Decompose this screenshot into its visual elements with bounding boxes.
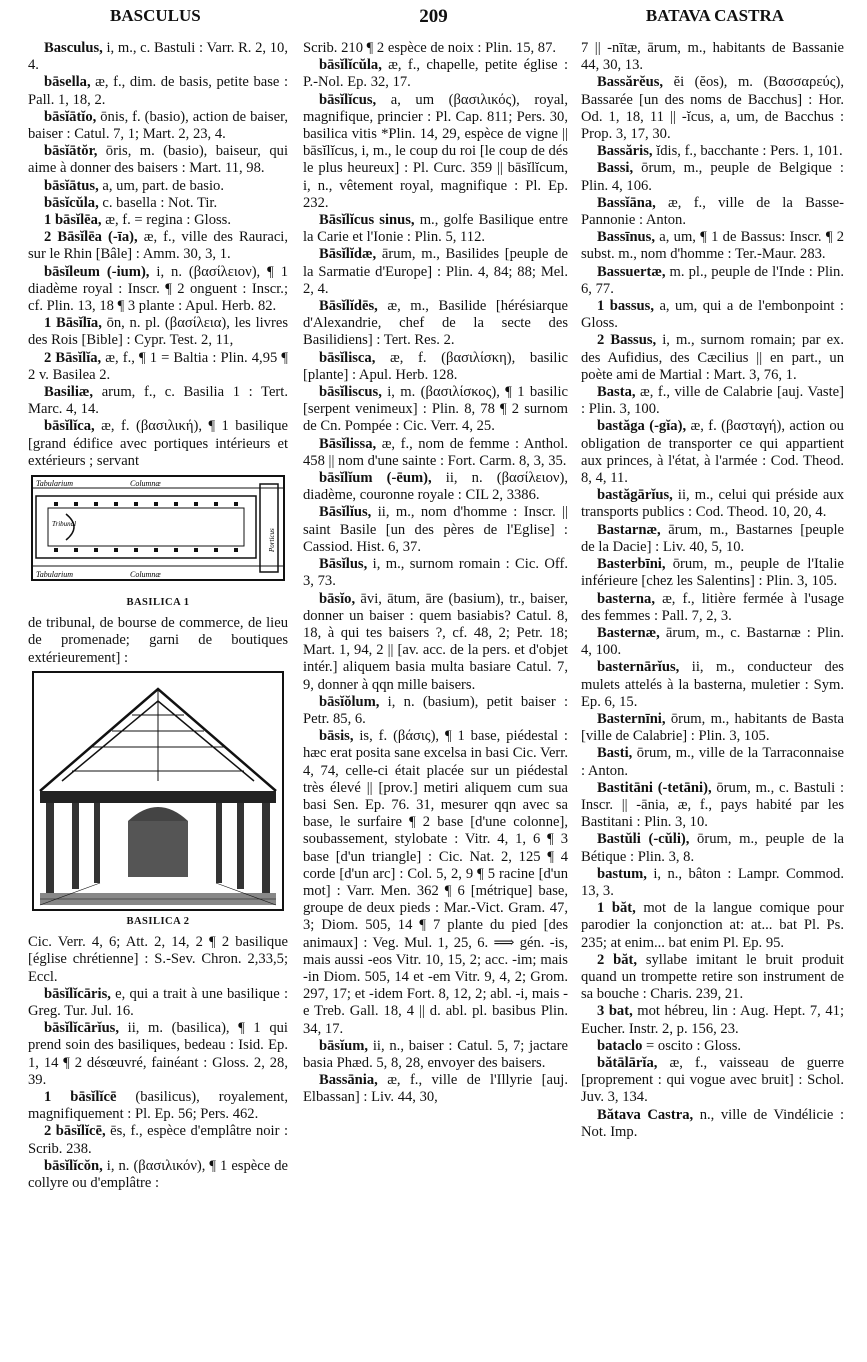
entry-headword: Bassuertæ, [597,263,666,280]
plan-label-tribunal: Tribunal [52,520,77,529]
entry-definition: mot de la langue comique pour parodier la conjonction at: at... bat Pl. Ps. 235; at enim... bat enim Pl. Ep. 95. [581,900,844,951]
entry-headword: Bassānia, [319,1072,378,1089]
entry-headword: Bastŭli (-cŭli), [597,831,690,848]
entry-definition: æ, f. = regina : Gloss. [101,212,232,229]
entry-definition: æ, f., litière fermée à l'usage des femmes : Pall. 7, 2, 3. [581,590,844,624]
entry-headword: bāsĭlĭcus, [319,91,377,108]
entry-headword: bāsĭlĭum (-ēum), [319,470,432,487]
entry-definition: a, um (βασιλικός), royal, magnifique, princier : Pl. Cap. 811; Pers. 30, basilica vitis *Plin. 14, 29, espèce de vigne || bāsĭlĭcus, i, m., le coup du roi [le coup de dés le plus heureux] : Pl. Curc. 359 || bāsĭlĭcum, i, n., vêtement royal, magnifique : Pl. Ep. 232. [303,91,568,211]
entry-headword: 1 bāsĭlēa, [44,212,102,229]
column-1-continuation-text: de tribunal, de bourse de commerce, de lieu de promenade; garni de boutiques extérieurement] : [28,615,288,666]
entry-definition: Scrib. 210 ¶ 2 espèce de noix : Plin. 15, 87. [303,40,557,56]
dictionary-entry [303,1072,568,1106]
dictionary-entry [28,934,288,986]
dictionary-entry [28,264,288,316]
entry-definition: ōrum, m., peuple de Belgique : Plin. 4, 106. [581,160,844,194]
dictionary-entry [581,659,844,711]
dictionary-entry [303,298,568,350]
plan-label-tabularium-top: Tabularium [36,479,74,489]
dictionary-entry [28,229,288,263]
dictionary-entry [581,229,844,263]
entry-headword: bāsĭum, [319,1037,369,1054]
entry-headword: Basternæ, [597,624,660,641]
entry-headword: Bāsĭlĭus, [319,504,372,521]
entry-headword: Basternīni, [597,710,666,727]
entry-headword: Bāsĭlĭdēs, [319,298,378,315]
entry-definition: ii, m., nom d'homme : Inscr. || saint Basile [un des pères de l'Eglise] : Cassiod. Hist. 6, 37. [303,504,568,555]
dictionary-entry [581,522,844,556]
entry-headword: bāsella, [44,74,91,91]
entry-headword: Basti, [597,745,633,762]
figure-basilica-plan [28,474,288,611]
entry-headword: Bastarnæ, [597,521,661,538]
entry-headword: Basiliæ, [44,384,94,401]
entry-definition: = oscito : Gloss. [642,1037,742,1054]
entry-headword: bastum, [597,865,647,882]
dictionary-entry [581,298,844,332]
dictionary-entry [28,40,288,74]
entry-headword: bāsĭlĭcŭla, [319,57,382,74]
entry-definition: āvi, ātum, āre (basium), tr., baiser, donner un baiser : quem basiabis? Catul. 8, 18, à qui tes baisers ?, cf. 48, 2; Petr. 18; Mart. 1, 94, 2 || [av. acc. de la pers. et d'objet intér.] aliquem basia multa basiare Catul. 7, 9, donner à qqn mille baisers. [303,590,568,693]
dictionary-entry [303,1038,568,1072]
dictionary-entry [581,1003,844,1037]
entry-definition: æ, f., ville des Rauraci, sur le Rhin [Bâle] : Amm. 30, 3, 1. [28,229,288,263]
entry-headword: basterna, [597,590,655,607]
dictionary-entry [303,556,568,590]
figure-basilica-interior [28,671,288,930]
dictionary-entry [581,487,844,521]
dictionary-entry [581,866,844,900]
entry-definition: n., ville de Vindélicie : Not. Imp. [581,1106,844,1140]
plan-label-columnae-top: Columnæ [130,479,161,489]
entry-headword: Basta, [597,384,636,401]
dictionary-entry [581,160,844,194]
entry-headword: Bāsĭlĭdæ, [319,246,377,263]
dictionary-entry [581,195,844,229]
entry-headword: bastăgārĭus, [597,487,673,504]
entry-headword: bāsĭlĭcŏn, [44,1157,103,1174]
plan-label-tabularium-bottom: Tabularium [36,570,74,580]
entry-headword: bāsĭātĭo, [44,108,97,125]
dictionary-entry [581,591,844,625]
dictionary-entry [28,74,288,108]
entry-definition: ĭdis, f., bacchante : Pers. 1, 101. [652,143,843,160]
entry-definition: ĕi (ĕos), m. (Βασσαρεύς), Bassarée [un des noms de Bacchus] : Hor. Od. 1, 18, 11 || -ĭcus, a, um, de Bacchus : Prop. 3, 17, 30. [581,74,844,143]
entry-headword: bāsĭo, [319,590,356,607]
column-3-entries [581,40,844,1141]
dictionary-entry [581,40,844,74]
entry-headword: Basterbīni, [597,556,666,573]
figure-caption-basilica-2: BASILICA 2 [126,915,190,927]
column-1-entries-bottom [28,934,288,1192]
dictionary-entry [28,178,288,195]
entry-headword: bataclo [597,1037,643,1054]
column-2 [303,40,568,1358]
entry-definition: æ, f., ¶ 1 = Baltia : Plin. 4,95 ¶ 2 v. Basilea 2. [28,349,288,383]
entry-definition: arum, f., c. Basilia 1 : Tert. Marc. 4, 14. [28,384,288,418]
entry-headword: bătālārĭa, [597,1054,658,1071]
entry-definition: i, n. (βασιλικόν), ¶ 1 espèce de collyre ou d'emplâtre : [28,1157,288,1191]
entry-definition: æ, f., nom de femme : Anthol. 458 || nom d'une sainte : Fort. Carm. 8, 3, 35. [303,435,568,469]
entry-headword: 3 bat, [597,1003,633,1020]
entry-headword: 2 băt, [597,951,638,968]
entry-definition: ārum, m., c. Bastarnæ : Plin. 4, 100. [581,624,844,659]
entry-definition: a, um, ¶ 1 de Bassus: Inscr. ¶ 2 subst. m., nom d'homme : Ter.-Maur. 283. [581,229,844,263]
entry-definition: m. pl., peuple de l'Inde : Plin. 6, 77. [581,263,844,297]
entry-definition: ārum, m., Bastarnes [peuple de la Dacie] : Liv. 40, 5, 10. [581,521,844,555]
dictionary-entry [303,384,568,436]
entry-headword: basternārĭus, [597,659,680,676]
entry-definition: ōrum, m., habitants de Basta [ville de Calabrie] : Plin. 3, 105. [581,710,844,745]
dictionary-entry [581,264,844,298]
entry-headword: Bāsĭlĭcus sinus, [319,212,415,229]
column-2-entries [303,40,568,1107]
dictionary-entry [581,74,844,143]
entry-headword: bāsis, [319,728,354,745]
dictionary-entry [303,40,568,57]
entry-headword: Bassăris, [597,143,653,160]
entry-definition: ōrum, m., peuple de la Bétique : Plin. 3, 8. [581,831,844,865]
entry-definition: æ, f., dim. de basis, petite base : Pall. 1, 18, 2. [28,74,288,108]
dictionary-entry [28,1123,288,1157]
entry-headword: bastăga (-gĭa), [597,418,687,435]
entry-definition: æ, f., ville de l'Illyrie [auj. Elbassan] : Liv. 44, 30, [303,1072,568,1106]
entry-headword: Bătava Castra, [597,1106,694,1123]
dictionary-entry [28,418,288,470]
entry-headword: bāsĭlĭcārĭus, [44,1020,120,1037]
dictionary-entry [581,418,844,487]
entry-headword: 1 Bāsĭlīa, [44,315,102,332]
entry-definition: ōrum, m., c. Bastuli : Inscr. || -ānia, æ, f., pays habité par les Bastitani : Plin. 3, 10. [581,779,844,831]
entry-headword: bāsĭlisca, [319,349,376,366]
running-head-right: BATAVA CASTRA [645,6,784,25]
entry-definition: æ, f. (βασταγή), action ou obligation de transporter ce qui appartient aux princes, à l'état, à l'armée : Cod. Theod. 8, 4, 11. [581,418,844,487]
entry-definition: i, m., surnom romain : Cic. Off. 3, 73. [303,556,568,590]
dictionary-entry [581,952,844,1004]
entry-definition: a, um, qui a de l'embonpoint : Gloss. [581,298,844,332]
basilica-interior-illustration [32,671,284,911]
dictionary-entry [303,246,568,298]
entry-headword: Bāsĭlus, [319,556,368,573]
dictionary-entry [581,384,844,418]
entry-definition: ōn, n. pl. (βασίλεια), les livres des Rois [Bible] : Cypr. Test. 2, 11, [28,315,288,349]
entry-definition: 7 || -nītæ, ārum, m., habitants de Bassanie 44, 30, 13. [581,40,844,74]
entry-definition: ii, m., conducteur des mulets attelés à la basterna, muletier : Sym. Ep. 6, 15. [581,659,844,710]
dictionary-entry [28,212,288,229]
entry-headword: 2 Bassus, [597,332,657,349]
running-head-left: BASCULUS [110,6,201,25]
entry-headword: 2 Bāsĭlēa (-īa), [44,229,138,246]
entry-headword: 1 bassus, [597,298,654,315]
entry-definition: i, n. (βασίλειον), ¶ 1 diadème royal : Inscr. ¶ 2 onguent : Inscr.; cf. Plin. 13, 18 ¶ 3 plante : Apul. Herb. 82. [28,263,288,315]
entry-definition: ōris, m. (basio), baiseur, qui aime à donner des baisers : Mart. 11, 98. [28,143,288,177]
entry-headword: Bāsĭlissa, [319,435,377,452]
entry-headword: bāsĭātus, [44,177,99,194]
entry-headword: bāsĭcŭla, [44,194,99,211]
dictionary-entry [28,195,288,212]
entry-headword: bāsĭlĭca, [44,418,95,435]
dictionary-entry [303,212,568,246]
dictionary-entry [581,900,844,952]
dictionary-entry [581,625,844,659]
entry-definition: e, qui a trait à une basilique : Greg. Tur. Jul. 16. [28,985,288,1019]
column-1-entries-top [28,40,288,470]
entry-headword: Bassi, [597,160,634,177]
entry-definition: i, m. (βασιλίσκος), ¶ 1 basilic [serpent venimeux] : Plin. 8, 78 ¶ 2 surnom de Cn. Pompée : Cic. Verr. 4, 25. [303,384,568,435]
entry-definition: m., golfe Basilique entre la Carie et l'Ionie : Plin. 5, 112. [303,212,568,246]
entry-definition: ii, n. (βασίλειον), diadème, couronne royale : CIL 2, 3386. [303,470,568,504]
entry-definition: ii, m., celui qui préside aux transports publics : Cod. Theod. 10, 20, 4. [581,487,844,521]
dictionary-entry [28,384,288,418]
entry-headword: 1 bāsĭlĭcē [44,1088,117,1105]
dictionary-entry [581,1038,844,1055]
entry-definition: æ, f., chapelle, petite église : P.-Nol. Ep. 32, 17. [303,57,568,91]
dictionary-entry [303,728,568,1038]
entry-headword: 2 bāsĭlĭcē, [44,1123,106,1140]
entry-definition: is, f. (βάσις), ¶ 1 base, piédestal : hæc erat posita sane excelsa in basi Cic. Verr. 4, 74, celle-ci était placée sur un piédestal très élevé || [prov.] metiri aliquem cum sua basi Sen. Ep. 76. 31, mesurer qqn avec sa base, le surfaire ¶ 2 base [d'une colonne], soubassement, stylobate : Vitr. 4, 1, 6 ¶ 3 base [d'un triangle] : Cic. Nat. 2, 125 ¶ 4 corde [d'un arc] : Col. 5, 2, 9 ¶ 5 racine [d'un mot] : Varr. Men. 362 ¶ 6 [métrique] base, groupe de deux pieds : Mar.-Vict. Gram. 47, 3; Diom. 505, 14 ¶ 7 plante du pied [des animaux] : Veg. Mul. 1, 25, 6. ⟹ gén. -is, mais aussi -eos Vitr. 10, 15, 2; acc. -im; mais -in Diom. 505, 14 et -em Vitr. 9, 4, 2; Grom. 297, 17; et -idem Fort. 8, 12, 2; abl. -i, mais -e Treb. Gall. 18, 4 || d. abl. pl. basibus Plin. 34, 17. [303,728,568,1037]
dictionary-entry [303,591,568,694]
entry-definition: æ, m., Basilide [hérésiarque d'Alexandrie, chef de la secte des Basilidiens] : Tert. Res. 2. [303,298,568,349]
dictionary-entry [28,350,288,384]
entry-definition: syllabe imitant le bruit produit quand un trompette retire son instrument de sa bouche : Charis. 239, 21. [581,951,844,1003]
entry-definition: ōnis, f. (basio), action de baiser, baiser : Catul. 7, 1; Mart. 2, 23, 4. [28,108,288,143]
column-1 [28,40,288,1358]
dictionary-entry [28,143,288,177]
entry-definition: a, um, part. de basio. [98,177,224,194]
entry-definition: i, m., surnom romain; par ex. des Aufidius, des Cæcilius || en part., un poète ami de Martial : Mart. 3, 76, 1. [581,332,844,383]
dictionary-entry [28,986,288,1020]
entry-definition: æ, f., vaisseau de guerre [proprement : qui vogue avec bruit] : Schol. Juv. 3, 134. [581,1054,844,1106]
entry-headword: Bassărĕus, [597,74,664,91]
dictionary-entry [303,694,568,728]
page-number: 209 [419,6,448,27]
entry-headword: bāsĭliscus, [319,384,382,401]
dictionary-entry [303,470,568,504]
dictionary-entry [28,1158,288,1192]
dictionary-entry [28,315,288,349]
dictionary-entry [303,92,568,212]
entry-headword: Bastitāni (-tetāni), [597,779,712,796]
plan-label-porticus: Porticus [268,528,276,553]
entry-definition: i, m., c. Bastuli : Varr. R. 2, 10, 4. [28,40,288,74]
entry-headword: bāsĭŏlum, [319,693,380,710]
entry-headword: bāsĭlĭcāris, [44,985,111,1002]
dictionary-entry [28,109,288,143]
dictionary-entry [581,745,844,779]
entry-headword: Bassĭāna, [597,194,656,211]
dictionary-entry [28,1020,288,1089]
entry-definition: ārum, m., Basilides [peuple de la Sarmatie d'Europe] : Plin. 4, 84; 88; Mel. 2, 4. [303,246,568,297]
entry-headword: 1 băt, [597,900,636,917]
entry-definition: ōrum, m., ville de la Tarraconnaise : Anton. [581,745,844,779]
entry-definition: i, n., bâton : Lampr. Commod. 13, 3. [581,865,844,899]
dictionary-entry [28,1089,288,1123]
entry-definition: ii, m. (basilica), ¶ 1 qui prend soin des basiliques, bedeau : Isid. Ep. 1, 14 ¶ 2 désœuvré, fainéant : Gloss. 2, 28, 39. [28,1020,288,1088]
dictionary-entry [581,556,844,590]
plan-label-columnae-bottom: Columnæ [130,570,161,580]
entry-definition: c. basella : Not. Tir. [98,194,218,211]
entry-definition: (basilicus), royalement, magnifiquement : Pl. Ep. 56; Pers. 462. [28,1088,288,1123]
dictionary-entry [303,350,568,384]
dictionary-entry [303,504,568,556]
entry-headword: Basculus, [44,40,103,56]
dictionary-entry [581,831,844,865]
entry-definition: æ, f. (βασιλική), ¶ 1 basilique [grand édifice avec portiques intérieurs et extérieurs ; servant [28,418,288,469]
column-3 [581,40,844,1358]
entry-headword: Bassīnus, [597,229,656,246]
dictionary-entry [581,780,844,832]
entry-definition: i, n. (basium), petit baiser : Petr. 85, 6. [303,693,568,727]
dictionary-entry [581,143,844,160]
entry-definition: ōrum, m., peuple de l'Italie inférieure [chez les Salentins] : Plin. 3, 105. [581,556,844,590]
entry-definition: æ, f., ville de Calabrie [auj. Vaste] : Plin. 3, 100. [581,384,844,418]
dictionary-entry [581,1107,844,1141]
dictionary-entry [581,1055,844,1107]
basilica-floor-plan-illustration [30,474,286,592]
entry-definition: æ, f. (βασιλίσκη), basilic [plante] : Apul. Herb. 128. [303,349,568,383]
figure-caption-basilica-1: BASILICA 1 [126,597,190,609]
entry-definition: æ, f., ville de la Basse-Pannonie : Anton. [581,194,844,229]
page-header [0,6,867,36]
entry-headword: 2 Bāsĭlĭa, [44,349,102,366]
dictionary-entry [303,57,568,91]
dictionary-entry [581,332,844,384]
entry-definition: ii, n., baiser : Catul. 5, 7; jactare basia Phæd. 5, 8, 28, envoyer des baisers. [303,1037,568,1071]
dictionary-entry [581,711,844,745]
entry-definition: Cic. Verr. 4, 6; Att. 2, 14, 2 ¶ 2 basilique [église chrétienne] : S.-Sev. Chron. 2,33,5; Eccl. [28,934,288,985]
entry-definition: ēs, f., espèce d'emplâtre noir : Scrib. 238. [28,1123,288,1157]
dictionary-entry [303,436,568,470]
entry-headword: bāsĭātŏr, [44,143,98,160]
entry-headword: bāsĭleum (-ium), [44,263,150,280]
entry-definition: mot hébreu, lin : Aug. Hept. 7, 41; Eucher. Instr. 2, p. 156, 23. [581,1003,844,1037]
